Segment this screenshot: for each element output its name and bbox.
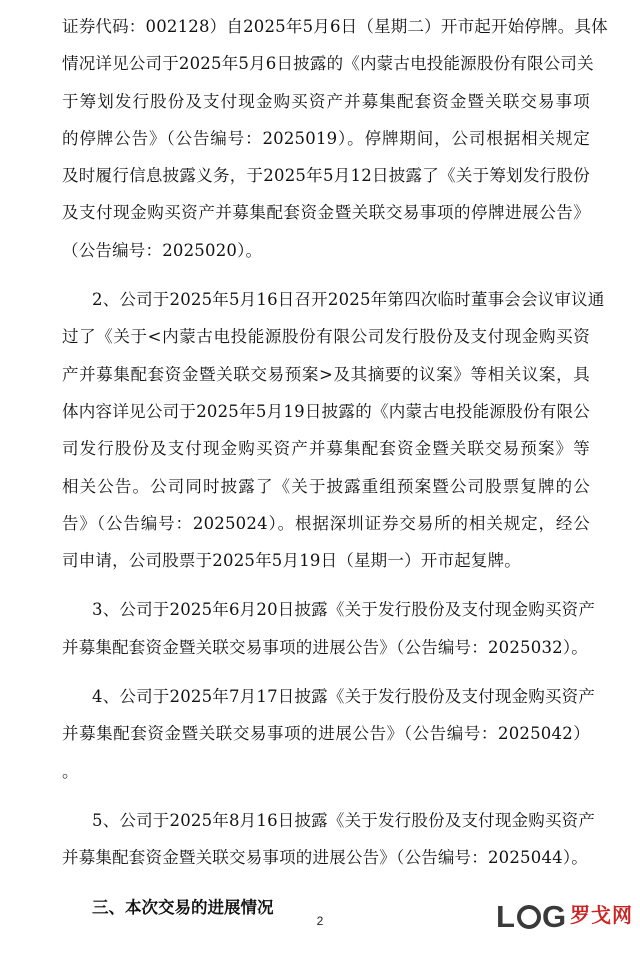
paragraph-line: 告》（公告编号：2025024）。根据深圳证券交易所的相关规定，经公: [62, 513, 590, 533]
paragraph-line: 并募集配套资金暨关联交易事项的进展公告》（公告编号：2025032）。: [62, 637, 588, 657]
paragraph-line: 并募集配套资金暨关联交易事项的进展公告》（公告编号：2025042）: [62, 724, 590, 744]
paragraph-line: 。: [62, 761, 79, 781]
section-heading: 三、本次交易的进展情况: [92, 897, 274, 917]
paragraph-line: 过了《关于<内蒙古电投能源股份有限公司发行股份及支付现金购买资: [62, 327, 590, 347]
paragraph-line: 2、公司于2025年5月16日召开2025年第四次临时董事会会议审议通: [92, 290, 605, 310]
logo-letter: L: [496, 899, 516, 934]
paragraph-line: （公告编号：2025020）。: [62, 240, 263, 260]
paragraph-line: 的停牌公告》（公告编号：2025019）。停牌期间，公司根据相关规定: [62, 128, 590, 148]
paragraph-line: 产并募集配套资金暨关联交易预案>及其摘要的议案》等相关议案，具: [62, 364, 590, 384]
logo-brand: 罗戈网: [570, 903, 634, 927]
paragraph-line: 证券代码：002128）自2025年5月6日（星期二）开市起开始停牌。具体: [62, 17, 608, 36]
logo-ring-icon: [517, 905, 541, 929]
page-number: 2: [316, 914, 324, 928]
logo-letter: G: [541, 899, 568, 934]
paragraph-line: 情况详见公司于2025年5月6日披露的《内蒙古电投能源股份有限公司关: [62, 54, 594, 74]
logo-text: [496, 899, 633, 935]
paragraph-line: 3、公司于2025年6月20日披露《关于发行股份及支付现金购买资产: [92, 600, 596, 620]
paragraph-line: 及时履行信息披露义务，于2025年5月12日披露了《关于筹划发行股份: [62, 166, 590, 186]
paragraph-line: 司申请，公司股票于2025年5月19日（星期一）开市起复牌。: [62, 551, 521, 571]
paragraph-line: 及支付现金购买资产并募集配套资金暨关联交易事项的停牌进展公告》: [62, 203, 590, 223]
paragraph-line: 4、公司于2025年7月17日披露《关于发行股份及支付现金购买资产: [92, 687, 596, 707]
paragraph-line: 体内容详见公司于2025年5月19日披露的《内蒙古电投能源股份有限公: [62, 401, 590, 421]
paragraph-line: 5、公司于2025年8月16日披露《关于发行股份及支付现金购买资产: [92, 810, 596, 830]
paragraph-line: 相关公告。公司同时披露了《关于披露重组预案暨公司股票复牌的公: [62, 476, 590, 496]
paragraph-line: 司发行股份及支付现金购买资产并募集配套资金暨关联交易预案》等: [62, 439, 590, 459]
paragraph-line: 并募集配套资金暨关联交易事项的进展公告》（公告编号：2025044）。: [62, 848, 588, 868]
paragraph-line: 于筹划发行股份及支付现金购买资产并募集配套资金暨关联交易事项: [62, 91, 590, 111]
logo-watermark: [496, 897, 634, 947]
